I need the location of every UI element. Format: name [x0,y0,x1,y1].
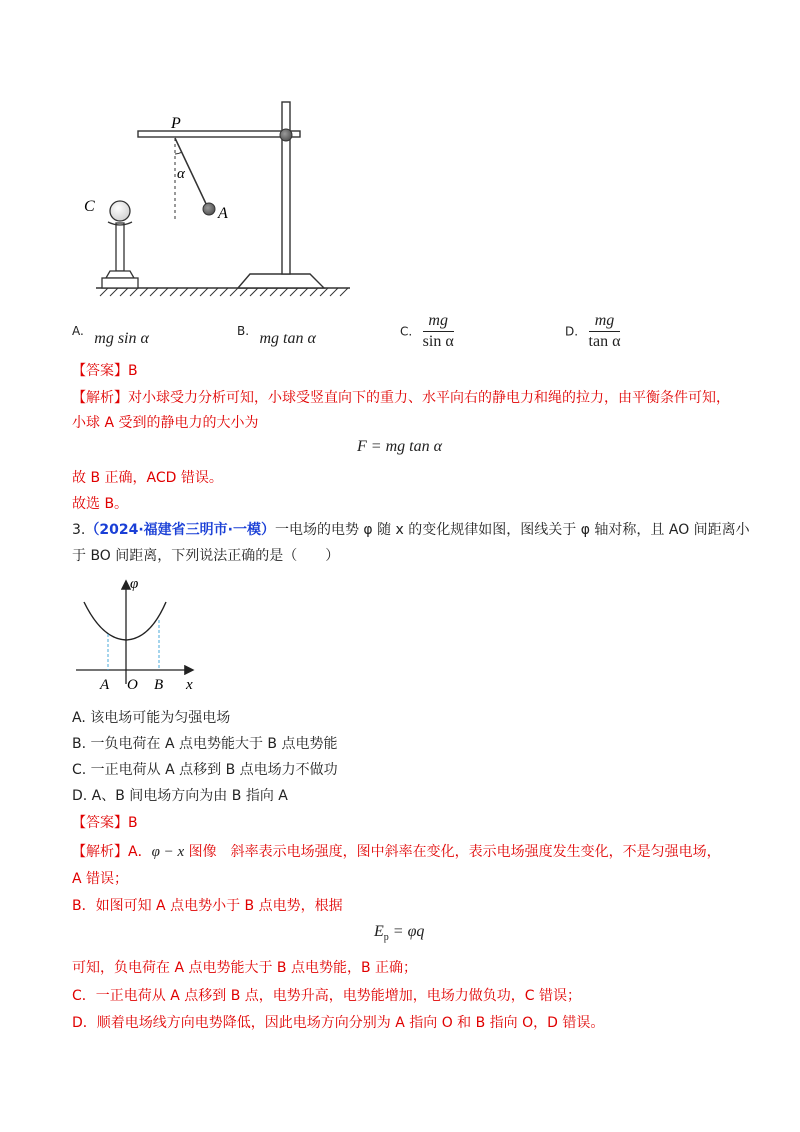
tick-o-label: O [127,677,138,693]
analysis-a-prefix: A． [128,844,152,860]
q2-option-a[interactable] [72,322,149,347]
fraction-numerator: mg [423,312,454,332]
q2-option-c[interactable] [400,312,454,351]
analysis-tag: 【解析】 [72,844,128,860]
fraction-denominator: sin α [422,333,454,350]
q3-stem-line2: 于 BO 间距离，下列说法正确的是（ ） [72,548,340,564]
q2-option-b[interactable] [237,322,316,347]
formula-rhs: = φq [388,923,425,940]
q3-analysis-b: B．如图可知 A 点电势小于 B 点电势，根据 [72,898,343,914]
stem-text: 一电场的电势 φ 随 x 的变化规律如图，图线关于 φ 轴对称，且 AO 间距离小 [274,522,750,538]
label-alpha: α [177,166,185,182]
q3-option-c[interactable]: C. 一正电荷从 A 点移到 B 点电场力不做功 [72,762,338,778]
analysis-a-expr: φ − x [151,844,185,860]
option-letter: C. [400,324,413,339]
tick-b-label: B [154,677,164,693]
formula-lhs: E [374,923,384,940]
q2-answer: 【答案】B [72,363,138,379]
q2-formula: F = mg tan α [357,438,442,455]
q3-option-d[interactable]: D. A、B 间电场方向为由 B 指向 A [72,788,288,804]
x-axis-label: x [186,677,193,693]
analysis-tag: 【解析】 [72,390,128,406]
q2-option-d[interactable] [565,312,620,351]
phi-x-graph [72,574,202,696]
option-letter: A. [72,324,84,338]
question-source: （2024·福建省三明市·一模） [85,522,275,538]
question-number: 3. [72,522,86,538]
option-expr: mg sin α [94,330,149,347]
q2-analysis-line1 [72,388,730,408]
formula-sub: p [383,932,389,944]
q3-analysis-d: D．顺着电场线方向电势降低，因此电场方向分别为 A 指向 O 和 B 指向 O，D 错误。 [72,1015,605,1031]
q3-analysis-a-line2: A 错误； [72,871,129,887]
q3-option-a[interactable]: A. 该电场可能为匀强电场 [72,710,231,726]
option-expr: mg tan α [259,330,316,347]
q3-analysis-c: C．一正电荷从 A 点移到 B 点，电势升高，电势能增加，电场力做负功，C 错误； [72,988,581,1004]
fraction-denominator: tan α [588,333,621,350]
ball-c [110,201,130,221]
analysis-text: 对小球受力分析可知，小球受竖直向下的重力、水平向右的静电力和绳的拉力，由平衡条件可知， [128,390,730,406]
option-letter: B. [237,324,250,338]
q3-option-b[interactable]: B. 一负电荷在 A 点电势能大于 B 点电势能 [72,736,338,752]
q2-conclusion2: 故选 B。 [72,496,129,512]
potential-curve [84,602,166,640]
q3-analysis-b2: 可知，负电荷在 A 点电势能大于 B 点电势能，B 正确； [72,960,418,976]
q3-stem-line1 [72,520,750,540]
label-p: P [171,115,181,132]
option-letter: D. [565,324,579,339]
q2-analysis-line2: 小球 A 受到的静电力的大小为 [72,415,259,431]
y-axis-label: φ [130,576,139,592]
analysis-a-rest: 图像 斜率表示电场强度，图中斜率在变化，表示电场强度发生变化，不是匀强电场， [184,844,721,860]
q3-analysis-a [72,842,721,862]
ball-a [203,203,215,215]
label-c: C [84,198,95,215]
apparatus-figure [84,98,358,298]
q3-formula [374,923,424,943]
q2-conclusion1: 故 B 正确，ACD 错误。 [72,470,223,486]
label-a: A [218,205,228,222]
fraction-numerator: mg [589,312,621,332]
tick-a-label: A [100,677,110,693]
q3-answer: 【答案】B [72,815,138,831]
